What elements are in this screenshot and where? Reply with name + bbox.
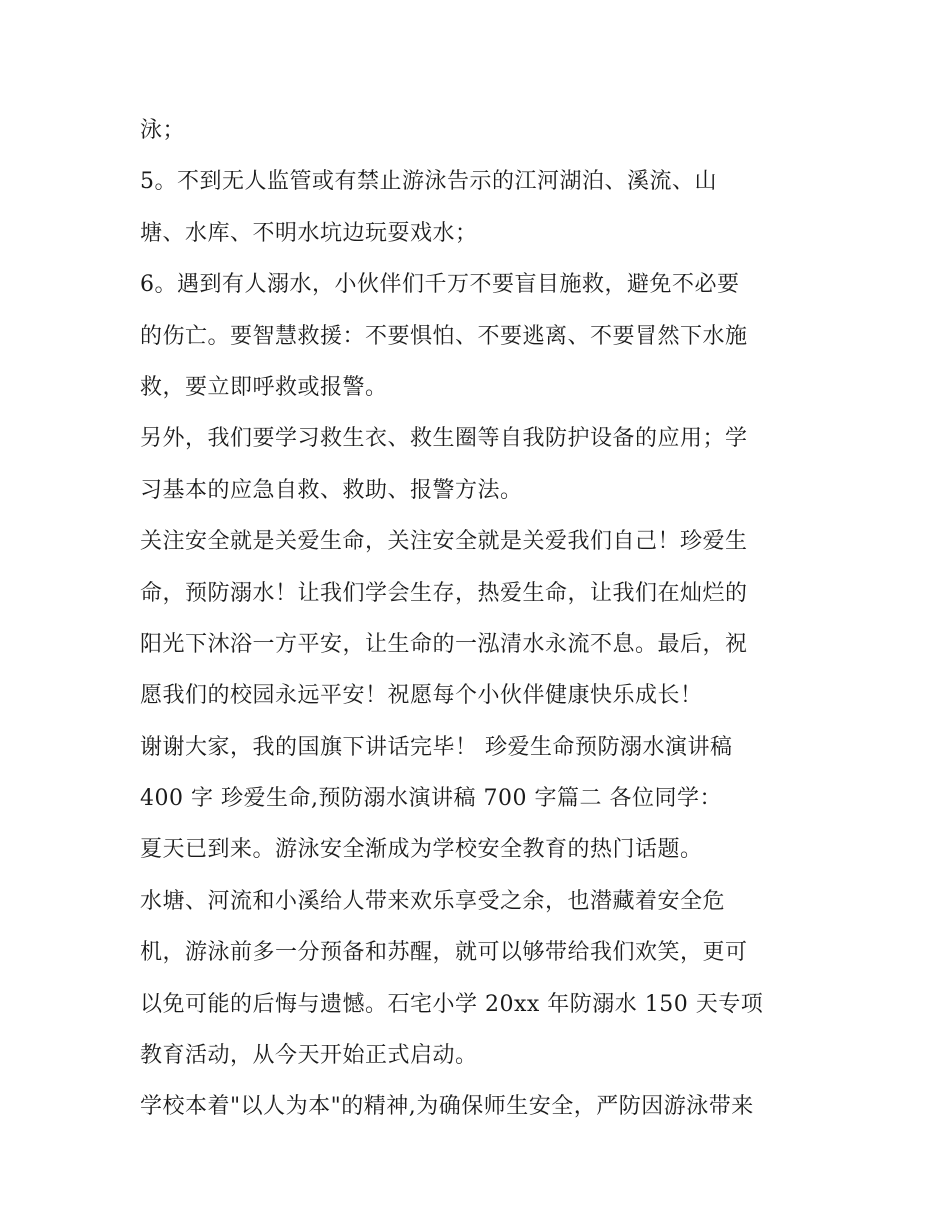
text-line: 5。不到无人监管或有禁止游泳告示的江河湖泊、溪流、山	[140, 169, 717, 195]
text-line: 习基本的应急自救、救助、报警方法。	[140, 477, 523, 503]
text-line: 学校本着"以人为本"的精神,为确保师生安全，严防因游泳带来	[140, 1094, 754, 1120]
text-line: 另外，我们要学习救生衣、救生圈等自我防护设备的应用；学	[140, 426, 748, 452]
text-line: 命，预防溺水！让我们学会生存，热爱生命，让我们在灿烂的	[140, 580, 748, 606]
text-line: 机，游泳前多一分预备和苏醒，就可以够带给我们欢笑，更可	[140, 940, 748, 966]
text-line: 关注安全就是关爱生命，关注安全就是关爱我们自己！珍爱生	[140, 529, 748, 555]
text-line: 救，要立即呼救或报警。	[140, 374, 388, 400]
text-line: 阳光下沐浴一方平安，让生命的一泓清水永流不息。最后，祝	[140, 631, 748, 657]
text-line: 塘、水库、不明水坑边玩耍戏水；	[140, 220, 478, 246]
text-line: 夏天已到来。游泳安全渐成为学校安全教育的热门话题。	[140, 837, 703, 863]
text-line: 6。遇到有人溺水，小伙伴们千万不要盲目施救，避免不必要	[140, 272, 740, 298]
document-body	[140, 105, 820, 1133]
text-line: 谢谢大家，我的国旗下讲话完毕！ 珍爱生命预防溺水演讲稿	[140, 734, 733, 760]
text-line: 水塘、河流和小溪给人带来欢乐享受之余，也潜藏着安全危	[140, 888, 726, 914]
text-line: 的伤亡。要智慧救援：不要惧怕、不要逃离、不要冒然下水施	[140, 323, 748, 349]
text-line: 教育活动，从今天开始正式启动。	[140, 1043, 478, 1069]
text-line: 泳；	[140, 118, 186, 143]
text-line: 愿我们的校园永远平安！祝愿每个小伙伴健康快乐成长！	[140, 683, 703, 709]
text-line: 400 字 珍爱生命,预防溺水演讲稿 700 字篇二 各位同学：	[140, 786, 722, 812]
text-line: 以免可能的后悔与遗憾。石宅小学 20xx 年防溺水 150 天专项	[140, 991, 764, 1017]
